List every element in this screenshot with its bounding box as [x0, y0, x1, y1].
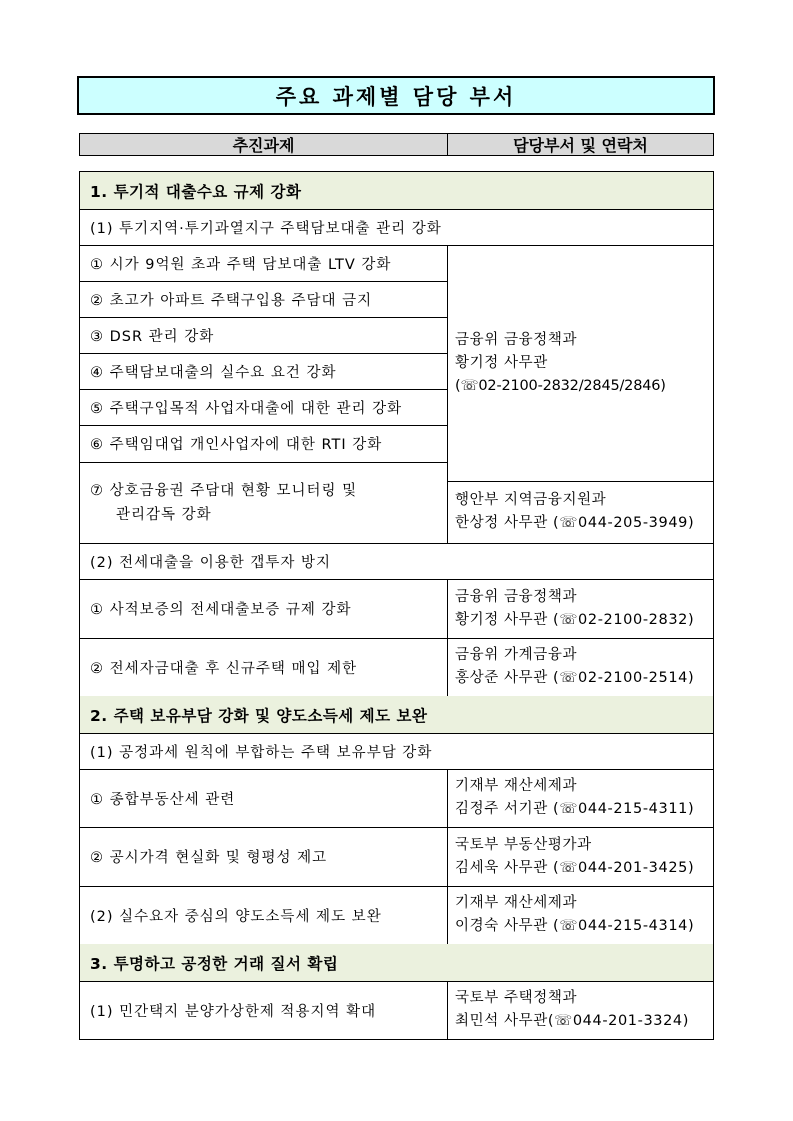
dept-person: 김세욱 사무관 (☏044-201-3425): [455, 859, 695, 876]
dept-person: 한상정 사무관 (☏044-205-3949): [455, 515, 695, 531]
dept-contact: [447, 638, 713, 696]
dept-name: 금융위 금융정책과: [455, 588, 578, 605]
dept-person: 홍상준 사무관 (☏02-2100-2514): [455, 670, 695, 686]
task-table: [79, 171, 714, 1040]
subsection-title: (1) 민간택지 분양가상한제 적용지역 확대: [90, 1003, 377, 1020]
task-item: ① 시가 9억원 초과 주택 담보대출 LTV 강화: [90, 256, 392, 273]
subsection-title: (1) 공정과세 원칙에 부합하는 주택 보유부담 강화: [90, 744, 433, 761]
dept-contact: [447, 579, 713, 638]
task-item: ⑤ 주택구입목적 사업자대출에 대한 관리 강화: [90, 400, 403, 417]
column-task: 추진과제: [80, 134, 448, 155]
column-dept: 담당부서 및 연락처: [513, 136, 648, 155]
column-header: [79, 133, 714, 156]
dept-person: 황기정 사무관 (☏02-2100-2832): [455, 611, 695, 628]
dept-phone: (☏02-2100-2832/2845/2846): [455, 377, 666, 394]
dept-person: 최민석 사무관(☏044-201-3324): [455, 1013, 690, 1029]
dept-person: 김정주 서기관 (☏044-215-4311): [455, 801, 695, 817]
dept-person: 황기정 사무관: [455, 354, 548, 371]
task-item: [80, 462, 447, 543]
task-item: ④ 주택담보대출의 실수요 요건 강화: [90, 364, 337, 381]
dept-name: 국토부 주택정책과: [455, 990, 578, 1006]
section-heading: 3. 투명하고 공정한 거래 질서 확립: [80, 944, 713, 981]
section-heading: 1. 투기적 대출수요 규제 강화: [80, 172, 713, 209]
task-item: ② 초고가 아파트 주택구입용 주담대 금지: [90, 292, 373, 309]
dept-name: 기재부 재산세제과: [455, 778, 578, 794]
section-heading: 2. 주택 보유부담 강화 및 양도소득세 제도 보완: [80, 696, 713, 733]
task-item: ① 사적보증의 전세대출보증 규제 강화: [90, 602, 352, 618]
task-item: ② 전세자금대출 후 신규주택 매입 제한: [90, 660, 358, 677]
dept-name: 기재부 재산세제과: [455, 895, 578, 911]
dept-contact: [447, 245, 713, 481]
dept-name: 금융위 가계금융과: [455, 647, 578, 663]
dept-name: 금융위 금융정책과: [455, 331, 578, 348]
dept-contact: [447, 769, 713, 827]
task-item: ⑥ 주택임대업 개인사업자에 대한 RTI 강화: [90, 437, 383, 453]
subsection-title: (1) 투기지역·투기과열지구 주택담보대출 관리 강화: [90, 220, 442, 237]
task-item: ① 종합부동산세 관련: [90, 791, 236, 808]
dept-person: 이경숙 사무관 (☏044-215-4314): [455, 918, 695, 934]
dept-contact: [447, 886, 713, 944]
task-item: ③ DSR 관리 강화: [90, 328, 215, 345]
task-item: ② 공시가격 현실화 및 형평성 제고: [90, 850, 328, 866]
dept-name: 국토부 부동산평가과: [455, 836, 592, 853]
dept-contact: [447, 827, 713, 886]
task-item-line: 관리감독 강화: [116, 506, 212, 523]
task-item-line: ⑦ 상호금융권 주담대 현황 모니터링 및: [90, 482, 358, 499]
page-title: 주요 과제별 담당 부서: [77, 76, 715, 115]
dept-contact: [447, 981, 713, 1039]
subsection-title: (2) 전세대출을 이용한 갭투자 방지: [90, 554, 332, 571]
dept-name: 행안부 지역금융지원과: [455, 492, 607, 508]
subsection-title: (2) 실수요자 중심의 양도소득세 제도 보완: [90, 908, 382, 925]
dept-contact: [447, 481, 713, 543]
